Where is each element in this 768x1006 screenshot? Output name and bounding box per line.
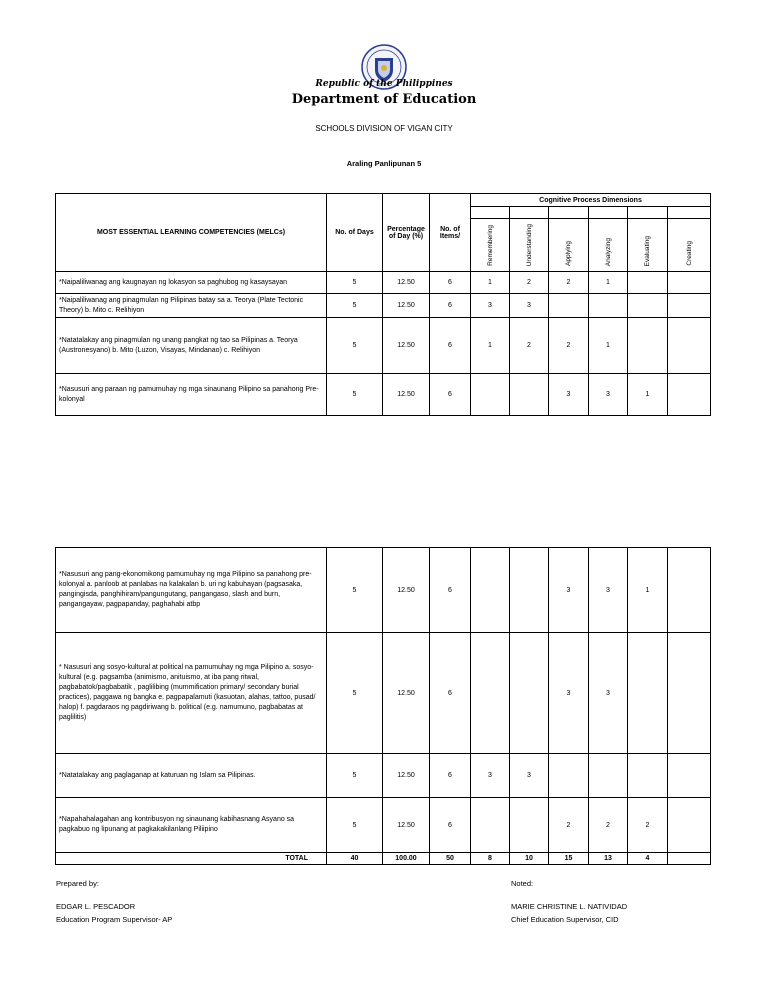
dim-evaluating-cell xyxy=(628,219,668,272)
dim-creating-cell xyxy=(668,219,711,272)
items-cell: 6 xyxy=(430,318,471,374)
table-row xyxy=(56,798,711,853)
understanding-cell xyxy=(510,548,549,633)
understanding-cell: 3 xyxy=(510,754,549,798)
days-cell: 5 xyxy=(327,754,383,798)
analyzing-cell: 2 xyxy=(589,798,628,853)
evaluating-cell xyxy=(628,294,668,318)
creating-cell xyxy=(668,294,711,318)
remembering-cell xyxy=(471,548,510,633)
header-melc: MOST ESSENTIAL LEARNING COMPETENCIES (MELCs) xyxy=(56,194,327,272)
understanding-cell xyxy=(510,633,549,754)
analyzing-cell: 1 xyxy=(589,318,628,374)
blank-cell xyxy=(628,207,668,219)
remembering-cell: 1 xyxy=(471,318,510,374)
total-days: 40 xyxy=(327,853,383,865)
applying-cell: 3 xyxy=(549,374,589,416)
creating-cell xyxy=(668,272,711,294)
items-cell: 6 xyxy=(430,548,471,633)
days-cell: 5 xyxy=(327,294,383,318)
understanding-cell xyxy=(510,374,549,416)
remembering-cell xyxy=(471,374,510,416)
total-label: TOTAL xyxy=(56,853,327,865)
department-title: Department of Education xyxy=(291,92,477,107)
creating-cell xyxy=(668,318,711,374)
melc-cell: *Nasusuri ang paraan ng pamumuhay ng mga sinaunang Pilipino sa panahong Pre-kolonyal xyxy=(56,374,327,416)
evaluating-cell xyxy=(628,754,668,798)
analyzing-cell xyxy=(589,294,628,318)
remembering-cell: 3 xyxy=(471,754,510,798)
dim-label: Analyzing xyxy=(604,237,612,266)
applying-cell: 3 xyxy=(549,633,589,754)
melc-cell: * Nasusuri ang sosyo-kultural at political na pamumuhay ng mga Pilipino a. sosyo-kultural (e.g. pagsamba (animismo, anituismo, at iba pang ritwal, pagbabatok/pagbabatik , paglilibing (mummification primary/ secondary burial practices), paggawa ng bangka e. pagpapalamuti (kasuotan, alahas, tattoo, pusad/ halop) f. pagdaraos ng pagdiriwang b. political (e.g. namumuno, pagbabatas at paglilitis) xyxy=(56,633,327,754)
melc-cell: *Natatalakay ang paglaganap at katuruan ng Islam sa Pilipinas. xyxy=(56,754,327,798)
dim-remembering-cell xyxy=(471,219,510,272)
applying-cell xyxy=(549,294,589,318)
prepared-by-title: Education Program Supervisor- AP xyxy=(56,915,173,924)
table-row xyxy=(56,633,711,754)
dim-analyzing-cell xyxy=(589,219,628,272)
subject-title: Araling Panlipunan 5 xyxy=(346,159,422,168)
evaluating-cell xyxy=(628,318,668,374)
evaluating-cell xyxy=(628,272,668,294)
melc-cell: *Naipaliliwanag ang kaugnayan ng lokasyon sa paghubog ng kasaysayan xyxy=(56,272,327,294)
analyzing-cell xyxy=(589,754,628,798)
percent-cell: 12.50 xyxy=(383,754,430,798)
dim-label: Remembering xyxy=(486,225,494,266)
noted-label: Noted: xyxy=(511,879,534,888)
total-items: 50 xyxy=(430,853,471,865)
table-row xyxy=(56,272,711,294)
blank-cell xyxy=(549,207,589,219)
blank-cell xyxy=(668,207,711,219)
total-percent: 100.00 xyxy=(383,853,430,865)
creating-cell xyxy=(668,798,711,853)
analyzing-cell: 3 xyxy=(589,374,628,416)
table-row xyxy=(56,754,711,798)
days-cell: 5 xyxy=(327,272,383,294)
dim-label: Creating xyxy=(685,241,693,266)
noted-title: Chief Education Supervisor, CID xyxy=(511,915,619,924)
items-cell: 6 xyxy=(430,374,471,416)
percent-cell: 12.50 xyxy=(383,374,430,416)
understanding-cell: 2 xyxy=(510,272,549,294)
analyzing-cell: 3 xyxy=(589,548,628,633)
tos-table-part2 xyxy=(55,547,711,865)
blank-cell xyxy=(471,207,510,219)
understanding-cell: 2 xyxy=(510,318,549,374)
evaluating-cell: 1 xyxy=(628,374,668,416)
total-evaluating: 4 xyxy=(628,853,668,865)
melc-cell: *Naipaliliwanag ang pinagmulan ng Pilipinas batay sa a. Teorya (Plate Tectonic Theory) b. Mito c. Relihiyon xyxy=(56,294,327,318)
melc-cell: *Nasusuri ang pang-ekonomikong pamumuhay ng mga Pilipino sa panahong pre-kolonyal a. panloob at panlabas na kalakalan b. uri ng kabuhayan (pagsasaka, pangingisda, panghihiram/pangungutang, pangangaso, slash and burn, pangangayaw, pagpapanday, paghahabi atbp xyxy=(56,548,327,633)
header-percent: Percentage of Day (%) xyxy=(383,194,430,272)
percent-cell: 12.50 xyxy=(383,294,430,318)
analyzing-cell: 3 xyxy=(589,633,628,754)
dim-applying-cell xyxy=(549,219,589,272)
applying-cell: 2 xyxy=(549,318,589,374)
blank-cell xyxy=(589,207,628,219)
remembering-cell xyxy=(471,633,510,754)
creating-cell xyxy=(668,754,711,798)
header-cognitive-dimensions: Cognitive Process Dimensions xyxy=(471,194,711,207)
applying-cell: 2 xyxy=(549,798,589,853)
percent-cell: 12.50 xyxy=(383,548,430,633)
days-cell: 5 xyxy=(327,548,383,633)
melc-cell: *Natatalakay ang pinagmulan ng unang pangkat ng tao sa Pilipinas a. Teorya (Austronesyano) b. Mito (Luzon, Visayas, Mindanao) c. Relihiyon xyxy=(56,318,327,374)
days-cell: 5 xyxy=(327,374,383,416)
evaluating-cell: 1 xyxy=(628,548,668,633)
days-cell: 5 xyxy=(327,633,383,754)
items-cell: 6 xyxy=(430,798,471,853)
total-understanding: 10 xyxy=(510,853,549,865)
total-analyzing: 13 xyxy=(589,853,628,865)
evaluating-cell: 2 xyxy=(628,798,668,853)
melc-cell: *Napahahalagahan ang kontribusyon ng sinaunang kabihasnang Asyano sa pagkabuo ng lipunang at pagkakakilanlang Piliipino xyxy=(56,798,327,853)
evaluating-cell xyxy=(628,633,668,754)
understanding-cell: 3 xyxy=(510,294,549,318)
creating-cell xyxy=(668,633,711,754)
percent-cell: 12.50 xyxy=(383,633,430,754)
applying-cell: 2 xyxy=(549,272,589,294)
days-cell: 5 xyxy=(327,318,383,374)
header-days: No. of Days xyxy=(327,194,383,272)
table-row xyxy=(56,548,711,633)
tos-table-part1 xyxy=(55,193,711,416)
republic-text: Republic of the Philippines xyxy=(315,79,453,89)
prepared-by-name: EDGAR L. PESCADOR xyxy=(56,902,136,911)
table-row xyxy=(56,318,711,374)
division-text: SCHOOLS DIVISION OF VIGAN CITY xyxy=(315,124,453,133)
dim-label: Applying xyxy=(565,241,572,266)
blank-cell xyxy=(510,207,549,219)
items-cell: 6 xyxy=(430,754,471,798)
total-applying: 15 xyxy=(549,853,589,865)
items-cell: 6 xyxy=(430,294,471,318)
dim-label: Evaluating xyxy=(644,235,651,266)
analyzing-cell: 1 xyxy=(589,272,628,294)
items-cell: 6 xyxy=(430,633,471,754)
remembering-cell: 3 xyxy=(471,294,510,318)
remembering-cell xyxy=(471,798,510,853)
noted-name: MARIE CHRISTINE L. NATIVIDAD xyxy=(511,902,628,911)
prepared-by-label: Prepared by: xyxy=(56,879,99,888)
applying-cell: 3 xyxy=(549,548,589,633)
dim-label: Understanding xyxy=(525,223,533,266)
applying-cell xyxy=(549,754,589,798)
remembering-cell: 1 xyxy=(471,272,510,294)
dim-understanding-cell xyxy=(510,219,549,272)
creating-cell xyxy=(668,548,711,633)
days-cell: 5 xyxy=(327,798,383,853)
creating-cell xyxy=(668,374,711,416)
understanding-cell xyxy=(510,798,549,853)
percent-cell: 12.50 xyxy=(383,272,430,294)
header-items: No. of Items/ xyxy=(430,194,471,272)
table-row xyxy=(56,294,711,318)
total-creating xyxy=(668,853,711,865)
percent-cell: 12.50 xyxy=(383,318,430,374)
table-row xyxy=(56,374,711,416)
total-remembering: 8 xyxy=(471,853,510,865)
items-cell: 6 xyxy=(430,272,471,294)
percent-cell: 12.50 xyxy=(383,798,430,853)
